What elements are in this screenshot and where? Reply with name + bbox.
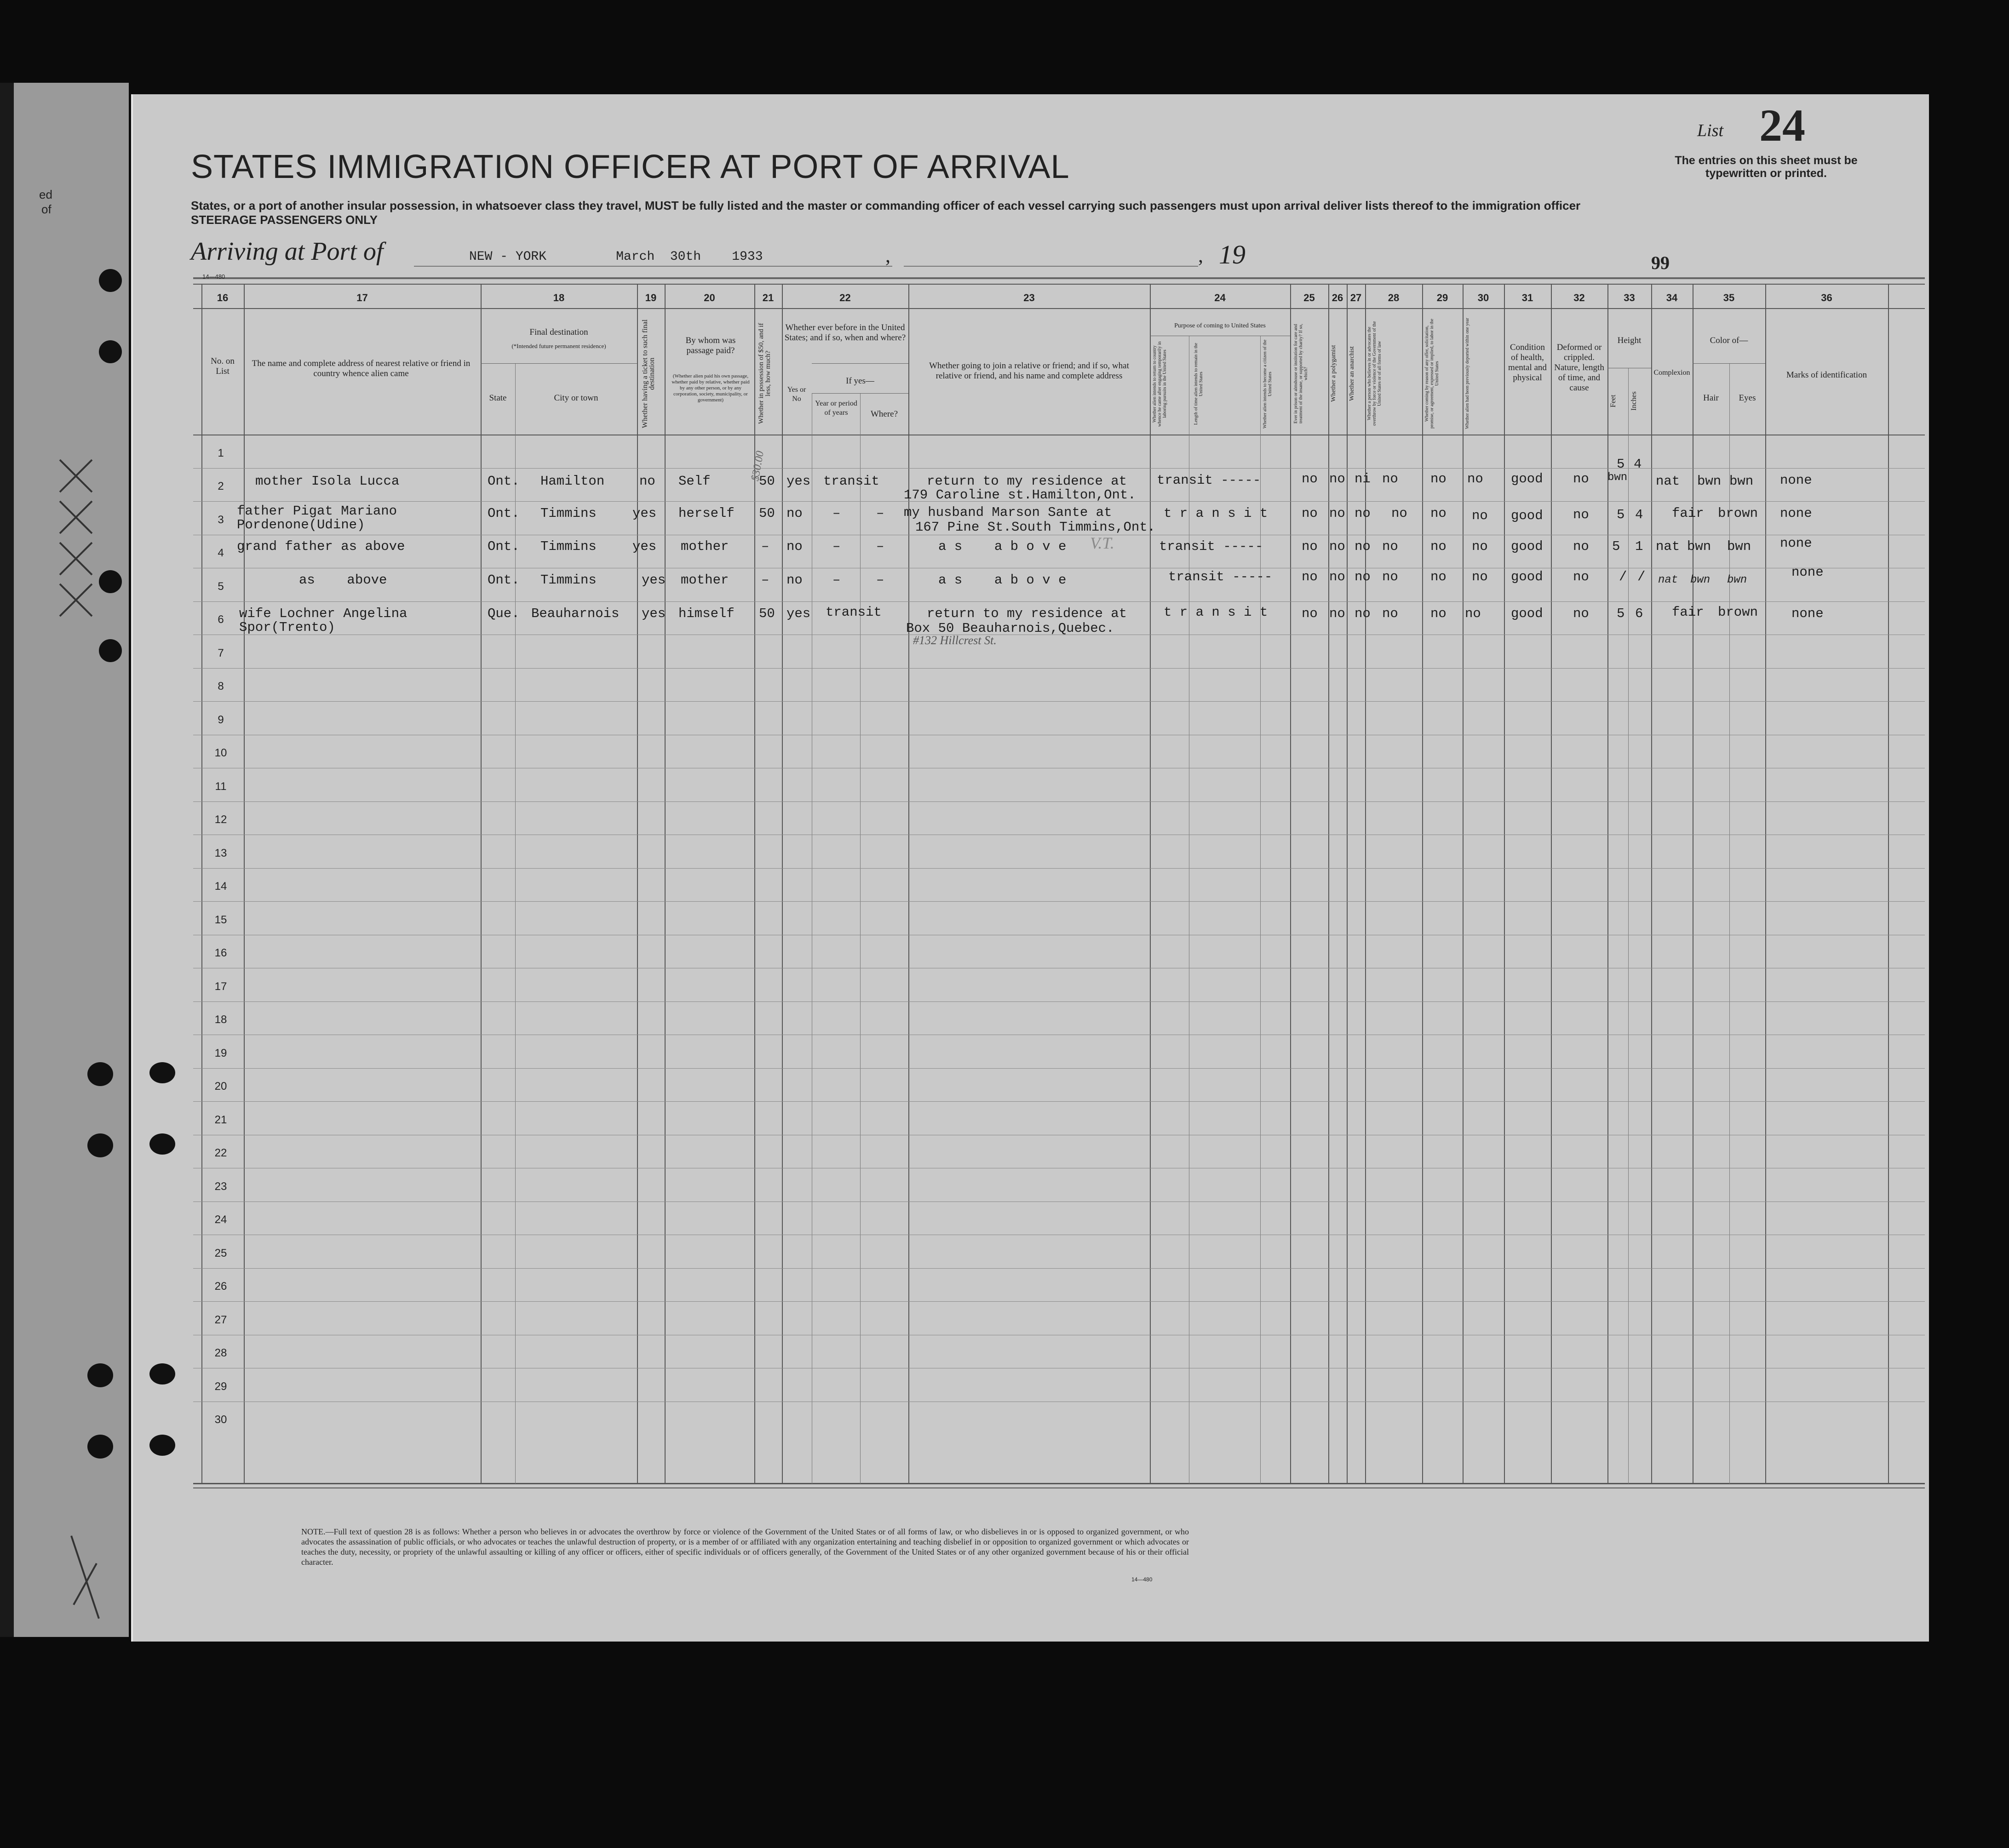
- date-underline: [904, 266, 1198, 267]
- subcol-line: [515, 363, 516, 1484]
- colnum-32: 32: [1573, 292, 1585, 303]
- strip-text-1: ed: [39, 188, 52, 201]
- colnum-29: 29: [1436, 292, 1448, 303]
- row5-overthrow: no: [1382, 606, 1398, 621]
- row2-state: Ont.: [488, 506, 520, 521]
- row1-deformed: no: [1573, 471, 1589, 486]
- row-number: 28: [214, 1347, 227, 1359]
- steerage-label: STEERAGE PASSENGERS ONLY: [191, 213, 378, 227]
- row2-paid-by: herself: [678, 506, 735, 521]
- punch-hole: [149, 1133, 175, 1155]
- subhdr-line: [812, 393, 908, 394]
- header-final-destination-sub: (*Intended future permanent residence): [511, 343, 606, 349]
- row2-deformed: no: [1573, 507, 1589, 522]
- col-line: [1551, 284, 1552, 1484]
- row3-ticket: yes: [632, 539, 657, 554]
- typewritten-note: The entries on this sheet must be typewritten or printed.: [1675, 154, 1858, 180]
- row4-state: Ont.: [488, 572, 520, 588]
- subcol-line: [1628, 368, 1629, 1484]
- row4-complexion: nat: [1658, 574, 1678, 586]
- punch-hole: [149, 1435, 175, 1456]
- row4-money: –: [761, 572, 769, 588]
- row-number: 14: [214, 880, 227, 893]
- colnum-19: 19: [645, 292, 657, 303]
- col-line: [481, 284, 482, 1484]
- form-title: STATES IMMIGRATION OFFICER AT PORT OF ARRIVAL: [191, 149, 1070, 185]
- subhdr-line: [812, 363, 908, 364]
- row1-prison: no: [1302, 471, 1318, 486]
- row3-marks: none: [1780, 536, 1812, 551]
- header-final-destination: Final destination: [529, 327, 588, 337]
- colnum-33: 33: [1624, 292, 1635, 303]
- header-fifty-dollars: Whether in possession of $50, and if less, how much?: [758, 323, 772, 424]
- row-line: [193, 468, 1925, 469]
- header-purpose-c: Whether alien intends to become a citizen of the United States: [1263, 339, 1273, 429]
- colnum-18: 18: [553, 292, 565, 303]
- row-number: 16: [214, 947, 227, 959]
- port-value: NEW - YORK March 30th 1933: [469, 250, 763, 264]
- col-line: [1651, 284, 1652, 1484]
- row5-hair: fair: [1672, 605, 1704, 620]
- port-underline: [414, 266, 892, 267]
- row3-relative: grand father as above: [237, 539, 405, 554]
- header-where: Where?: [870, 409, 898, 419]
- table-bottom-border: [193, 1483, 1925, 1484]
- row5-eyes: brown: [1718, 605, 1758, 620]
- row-number: 30: [214, 1413, 227, 1426]
- row2-relative: father Pigat Mariano: [237, 503, 397, 519]
- row5-purpose: t r a n s i t: [1164, 605, 1268, 620]
- row3-feet: 5: [1612, 539, 1620, 554]
- row3-purpose: transit -----: [1159, 539, 1263, 554]
- year-prefix: 19: [1219, 240, 1246, 269]
- row4-deformed: no: [1573, 569, 1589, 584]
- row-number: 15: [214, 913, 227, 926]
- list-number: 24: [1759, 100, 1805, 151]
- row4-city: Timmins: [540, 572, 597, 588]
- form-instruction: States, or a port of another insular possession, in whatsoever class they travel, MUST be fully listed and the master or commanding officer of each vessel carrying such passengers must upon arrival deliver lists thereof to the immigration officer: [191, 199, 1581, 212]
- col-line: [1504, 284, 1505, 1484]
- arriving-label: Arriving at Port of: [191, 237, 384, 266]
- row5-city: Beauharnois: [531, 606, 620, 621]
- row4-before: no: [786, 572, 803, 588]
- row3-city: Timmins: [540, 539, 597, 554]
- list-label: List: [1697, 121, 1724, 140]
- row-number: 22: [214, 1147, 227, 1159]
- row3-year: –: [832, 539, 841, 554]
- header-prison: Ever in prison or almshouse or institution for care and treatment of the insane, or supported by charity? If so, which?: [1293, 324, 1309, 423]
- row-number: 24: [214, 1213, 227, 1226]
- row2-money: 50: [759, 506, 775, 521]
- row5-money: 50: [759, 606, 775, 621]
- row-number: 7: [218, 647, 224, 659]
- colnum-23: 23: [1023, 292, 1035, 303]
- header-year: Year or period of years: [815, 400, 857, 417]
- row5-health: good: [1511, 606, 1543, 621]
- col-line: [637, 284, 638, 1484]
- row5-inches: 6: [1635, 606, 1643, 621]
- subcol-line: [860, 393, 861, 1484]
- row4-join: a s a b o v e: [938, 572, 1067, 588]
- colnum-27: 27: [1350, 292, 1362, 303]
- row5-join2: Box 50 Beauharnois,Quebec.: [906, 621, 1114, 636]
- row-number: 9: [218, 713, 224, 726]
- header-purpose-b: Length of time alien intends to remain in the United States: [1194, 343, 1204, 425]
- row4-hair: bwn: [1690, 574, 1711, 586]
- row2-overthrow: no: [1391, 506, 1407, 521]
- row3-where: –: [876, 539, 884, 554]
- header-purpose-a: Whether alien intends to return to country whence he came after engaging temporarily in laboring pursuits in the United States: [1152, 341, 1167, 427]
- row1-health: good: [1511, 471, 1543, 486]
- punch-hole: [149, 1062, 175, 1083]
- row-line: [193, 1301, 1925, 1302]
- row4-health: good: [1511, 569, 1543, 584]
- row-line: [193, 1001, 1925, 1002]
- row5-anarchist: no: [1355, 606, 1371, 621]
- comma: ,: [1198, 244, 1203, 267]
- row5-deformed: no: [1573, 606, 1589, 621]
- row1-money: 50: [759, 474, 775, 489]
- header-eyes: Eyes: [1739, 393, 1756, 403]
- row-line: [193, 801, 1925, 802]
- row2-hair: fair: [1672, 506, 1704, 521]
- row-number: 18: [214, 1013, 227, 1026]
- row3-money: –: [761, 539, 769, 554]
- col-line: [1365, 284, 1366, 1484]
- header-complexion: Complexion: [1653, 369, 1690, 377]
- row-number: 17: [214, 980, 227, 993]
- footnote-question-28: NOTE.—Full text of question 28 is as follows: Whether a person who believes in or advocates the overthrow by force or violence of the Government of the United States or of all forms of law, or who disbelieves in or is opposed to organized government, or who advocates the assassination of public officials, or who advocates or teaches the unlawful destruction of property, or is a member of or affiliated with any organization entertaining and teaching disbelief in or opposition to organized government or which advocates or teaches the duty, necessity, or propriety of the unlawful assaulting or killing of any officer or officers, either of specific individuals or of officers generally, of the Government of the United States or of any other organized government because of his or their official character.: [301, 1527, 1189, 1567]
- col-line: [1463, 284, 1464, 1484]
- row-number: 26: [214, 1280, 227, 1293]
- header-marks: Marks of identification: [1786, 370, 1867, 380]
- row1-year: transit: [823, 474, 879, 489]
- punch-hole: [87, 1062, 113, 1086]
- punch-hole: [99, 570, 122, 593]
- row2-feet: 5: [1617, 507, 1625, 522]
- row-number: 10: [214, 747, 227, 759]
- row4-feet: /: [1619, 569, 1627, 584]
- row4-purpose: transit -----: [1168, 569, 1273, 584]
- previous-page-strip: [0, 83, 129, 1637]
- header-ever-before: Whether ever before in the United States; and if so, when and where?: [784, 323, 906, 343]
- row5-feet: 5: [1617, 606, 1625, 621]
- row1-join: return to my residence at: [927, 474, 1127, 489]
- row3-deformed: no: [1573, 539, 1589, 554]
- row1-extra: bwn: [1607, 471, 1628, 484]
- row4-ticket: yes: [642, 572, 666, 588]
- row2-year: –: [832, 506, 841, 521]
- row-number: 1: [218, 446, 224, 459]
- row-number: 5: [218, 580, 224, 593]
- header-anarchist: Whether an anarchist: [1349, 346, 1355, 401]
- row3-complexion: nat: [1656, 539, 1680, 554]
- row2-offer: no: [1430, 506, 1446, 521]
- header-inches: Inches: [1630, 391, 1638, 411]
- row2-eyes: brown: [1718, 506, 1758, 521]
- header-height: Height: [1617, 336, 1642, 345]
- handwritten-address-note: #132 Hillcrest St.: [913, 634, 997, 647]
- row3-deported: no: [1472, 539, 1488, 554]
- colnum-24: 24: [1214, 292, 1226, 303]
- row4-where: –: [876, 572, 884, 588]
- row4-paid-by: mother: [681, 572, 729, 588]
- header-feet: Feet: [1609, 395, 1617, 408]
- subcol-line: [1729, 363, 1730, 1484]
- row1-city: Hamilton: [540, 474, 605, 489]
- row1-ticket: no: [639, 474, 655, 489]
- form-code-bottom: 14—480: [1131, 1576, 1153, 1583]
- colnum-28: 28: [1388, 292, 1400, 303]
- row-line: [193, 1201, 1925, 1202]
- header-passage-paid-sub: (Whether alien paid his own passage, whether paid by relative, whether paid by any other person, or by any corporation, society, municipality, or government): [672, 373, 750, 403]
- row1-anarchist: ni: [1355, 471, 1371, 486]
- row2-city: Timmins: [540, 506, 597, 521]
- colnum-22: 22: [839, 292, 851, 303]
- row2-ticket: yes: [632, 506, 657, 521]
- row-line: [193, 1068, 1925, 1069]
- colnum-21: 21: [762, 292, 774, 303]
- punch-hole: [87, 1363, 113, 1387]
- col-line: [1888, 284, 1889, 1484]
- row2-purpose: t r a n s i t: [1164, 506, 1268, 521]
- row2-deported: no: [1472, 508, 1488, 523]
- row3-anarchist: no: [1355, 539, 1371, 554]
- row5-before: yes: [786, 606, 811, 621]
- row5-relative: wife Lochner Angelina: [239, 606, 408, 621]
- header-hair: Hair: [1703, 393, 1719, 403]
- row4-eyes: bwn: [1727, 574, 1747, 586]
- row5-relative2: Spor(Trento): [239, 620, 335, 635]
- row1-before: yes: [786, 474, 811, 489]
- header-ticket: Whether having a ticket to such final destination: [641, 319, 656, 428]
- table-top-border: [193, 277, 1925, 279]
- row-number: 19: [214, 1047, 227, 1059]
- row5-offer: no: [1430, 606, 1446, 621]
- header-city: City or town: [554, 393, 598, 403]
- colnum-16: 16: [217, 292, 229, 303]
- col-line: [908, 284, 909, 1484]
- row5-join: return to my residence at: [927, 606, 1127, 621]
- row-number: 3: [218, 513, 224, 526]
- row-line: [193, 868, 1925, 869]
- row-number: 21: [214, 1113, 227, 1126]
- row1-purpose: transit -----: [1157, 473, 1261, 488]
- row4-offer: no: [1430, 569, 1446, 584]
- row2-inches: 4: [1635, 507, 1643, 522]
- row-number: 20: [214, 1080, 227, 1093]
- strip-text-2: of: [41, 202, 52, 216]
- row4-inches: /: [1637, 569, 1646, 584]
- row3-offer: no: [1430, 539, 1446, 554]
- row1-polygamist: no: [1329, 471, 1345, 486]
- colnum-31: 31: [1521, 292, 1533, 303]
- row2-polygamist: no: [1329, 506, 1345, 521]
- header-health: Condition of health, mental and physical: [1508, 343, 1547, 383]
- row4-relative: as above: [299, 572, 387, 588]
- row-number: 27: [214, 1313, 227, 1326]
- header-polygamist: Whether a polygamist: [1330, 345, 1337, 402]
- header-state: State: [489, 393, 507, 403]
- header-passage-paid: By whom was passage paid?: [685, 336, 736, 355]
- colnum-36: 36: [1821, 292, 1832, 303]
- row5-ticket: yes: [642, 606, 666, 621]
- row2-marks: none: [1780, 506, 1812, 521]
- colnum-row-border: [193, 308, 1925, 309]
- colnum-17: 17: [356, 292, 368, 303]
- header-offer-labor: Whether coming by reason of any offer, solicitation, promise, or agreement, expressed or implied, to labor in the United States: [1424, 319, 1440, 429]
- row3-prison: no: [1302, 539, 1318, 554]
- header-yes-no: Yes or No: [787, 386, 806, 403]
- punch-hole: [149, 1363, 175, 1385]
- header-purpose: Purpose of coming to United States: [1174, 322, 1266, 329]
- row3-join: a s a b o v e: [938, 539, 1067, 554]
- table-top-border-2: [193, 284, 1925, 285]
- row-number: 8: [218, 680, 224, 692]
- punch-hole: [99, 340, 122, 363]
- row1-hair: bwn: [1697, 474, 1722, 489]
- row1-offer: no: [1430, 471, 1446, 486]
- header-relative: The name and complete address of nearest relative or friend in country whence alien came: [252, 359, 471, 378]
- colnum-35: 35: [1723, 292, 1735, 303]
- row-line: [193, 601, 1925, 602]
- subhdr-line: [481, 363, 637, 364]
- row2-where: –: [876, 506, 884, 521]
- row-line: [193, 901, 1925, 902]
- row1-paid-by: Self: [678, 474, 711, 489]
- row1-complexion: nat: [1656, 474, 1680, 489]
- header-if-yes: If yes—: [846, 376, 874, 386]
- colnum-20: 20: [704, 292, 715, 303]
- row1-feet: 5: [1617, 457, 1625, 472]
- row1-eyes: bwn: [1729, 474, 1754, 489]
- col-line: [1328, 284, 1329, 1484]
- row1-state: Ont.: [488, 474, 520, 489]
- row1-deported: no: [1467, 471, 1483, 486]
- row2-health: good: [1511, 508, 1543, 523]
- row5-paid-by: himself: [678, 606, 735, 621]
- row3-before: no: [786, 539, 803, 554]
- col-line: [782, 284, 783, 1484]
- col-line: [665, 284, 666, 1484]
- header-overthrow: Whether a person who believes in or advocates the overthrow by force or violence of the Government of the United States or of all forms of law: [1367, 321, 1382, 426]
- row-number: 25: [214, 1247, 227, 1259]
- handwritten-x-mark: [64, 1531, 106, 1623]
- row3-polygamist: no: [1329, 539, 1345, 554]
- row3-state: Ont.: [488, 539, 520, 554]
- row4-prison: no: [1302, 569, 1318, 584]
- row2-relative2: Pordenone(Udine): [237, 517, 365, 532]
- header-no-on-list: No. on List: [211, 356, 235, 376]
- row1-marks: none: [1780, 473, 1812, 488]
- row3-inches: 1: [1635, 539, 1643, 554]
- row3-hair: bwn: [1687, 539, 1711, 554]
- col-line: [244, 284, 245, 1484]
- row2-join: my husband Marson Sante at: [904, 505, 1112, 520]
- row3-health: good: [1511, 539, 1543, 554]
- row3-overthrow: no: [1382, 539, 1398, 554]
- row-number: 2: [218, 480, 224, 492]
- comma: ,: [885, 244, 890, 267]
- col-line: [1347, 284, 1348, 1484]
- row-number: 29: [214, 1380, 227, 1393]
- row1-inches: 4: [1634, 457, 1642, 472]
- subhdr-line: [1693, 363, 1765, 364]
- row-line: [193, 1101, 1925, 1102]
- handwritten-crosses-mark: [55, 451, 97, 625]
- header-join-relative: Whether going to join a relative or friend; and if so, what relative or friend, and his name and complete address: [929, 361, 1129, 381]
- punch-hole: [99, 269, 122, 292]
- handwritten-vt-note: V.T.: [1090, 534, 1114, 552]
- scan-edge: [0, 83, 14, 1637]
- punch-hole: [87, 1435, 113, 1459]
- header-deformed: Deformed or crippled. Nature, length of time, and cause: [1554, 343, 1604, 393]
- col-line: [1607, 284, 1608, 1484]
- row4-deported: no: [1472, 569, 1488, 584]
- row4-year: –: [832, 572, 841, 588]
- col-line: [201, 284, 202, 1484]
- row-number: 4: [218, 547, 224, 559]
- row-number: 13: [214, 847, 227, 859]
- row4-polygamist: no: [1329, 569, 1345, 584]
- row2-anarchist: no: [1355, 506, 1371, 521]
- row3-eyes: bwn: [1727, 539, 1751, 554]
- row-line: [193, 668, 1925, 669]
- colnum-34: 34: [1666, 292, 1678, 303]
- row-number: 6: [218, 613, 224, 626]
- col-line: [1765, 284, 1766, 1484]
- form-code-top: 14—480: [202, 273, 225, 280]
- row-number: 23: [214, 1180, 227, 1193]
- row5-deported: no: [1465, 606, 1481, 621]
- row1-overthrow: no: [1382, 471, 1398, 486]
- col-line: [1290, 284, 1291, 1484]
- sheet-number: 99: [1651, 252, 1670, 273]
- punch-hole: [99, 639, 122, 662]
- col-line: [1422, 284, 1423, 1484]
- row1-join2: 179 Caroline st.Hamilton,Ont.: [904, 487, 1136, 503]
- header-color-of: Color of—: [1710, 336, 1748, 345]
- col-line: [1150, 284, 1151, 1484]
- header-deported: Whether alien had been previously deported within one year: [1465, 318, 1470, 429]
- row-line: [193, 701, 1925, 702]
- row3-paid-by: mother: [681, 539, 729, 554]
- row4-anarchist: no: [1355, 569, 1371, 584]
- row2-before: no: [786, 506, 803, 521]
- row5-marks: none: [1791, 606, 1824, 621]
- colnum-26: 26: [1332, 292, 1343, 303]
- row2-join2: 167 Pine St.South Timmins,Ont.: [915, 520, 1156, 535]
- row-line: [193, 1268, 1925, 1269]
- row5-year: transit: [826, 605, 882, 620]
- punch-hole: [87, 1133, 113, 1157]
- row-number: 12: [214, 813, 227, 826]
- row4-marks: none: [1791, 565, 1824, 580]
- colnum-30: 30: [1477, 292, 1489, 303]
- colnum-25: 25: [1303, 292, 1315, 303]
- row5-polygamist: no: [1329, 606, 1345, 621]
- row1-relative: mother Isola Lucca: [255, 474, 400, 489]
- handwritten-money-note: $30.00: [749, 450, 767, 482]
- row5-state: Que.: [488, 606, 520, 621]
- row2-prison: no: [1302, 506, 1318, 521]
- row-number: 11: [215, 780, 227, 793]
- row4-overthrow: no: [1382, 569, 1398, 584]
- row5-prison: no: [1302, 606, 1318, 621]
